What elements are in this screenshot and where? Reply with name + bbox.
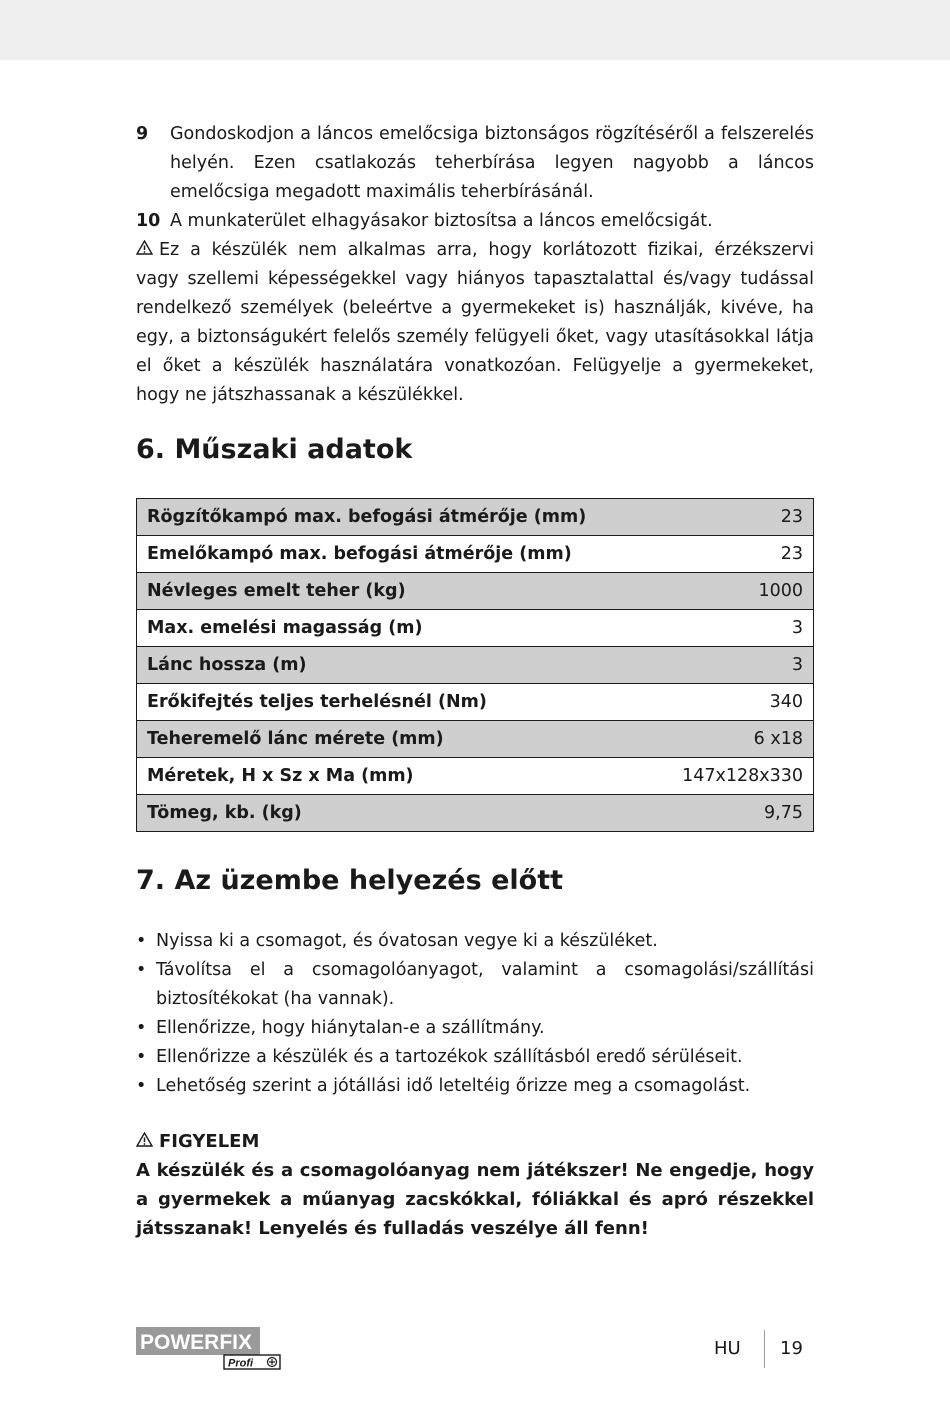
numbered-item-9 [136, 120, 814, 207]
spec-value: 23 [654, 499, 813, 536]
bullet-dot: • [136, 1047, 147, 1067]
table-row [137, 610, 814, 647]
spec-label: Tömeg, kb. (kg) [137, 795, 655, 832]
list-item-text: Lehetőség szerint a jótállási idő leteltéig őrizze meg a csomagolást. [156, 1076, 751, 1096]
spec-value: 23 [654, 536, 813, 573]
item-number: 9 [136, 124, 149, 144]
spec-value: 6 x18 [654, 721, 813, 758]
list-item [136, 1043, 814, 1072]
footer-divider [764, 1330, 765, 1368]
bullet-dot: • [136, 1018, 147, 1038]
spec-label: Lánc hossza (m) [137, 647, 655, 684]
list-item-text: Ellenőrizze, hogy hiánytalan-e a szállítmány. [156, 1018, 545, 1038]
warning-paragraph [136, 236, 814, 410]
attention-text: A készülék és a csomagolóanyag nem játékszer! Ne engedje, hogy a gyermekek a műanyag zacskókkal, fóliákkal és apró részekkel játsszanak! Lenyelés és fulladás veszélye áll fenn! [136, 1160, 814, 1239]
bullet-dot: • [136, 960, 147, 980]
warning-text: Ez a készülék nem alkalmas arra, hogy korlátozott fizikai, érzékszervi vagy szellemi képességekkel vagy hiányos tapasztalattal és/vagy tudással rendelkező személyek (beleértve a gyermekeket is) használják, kivéve, ha egy, a biztonságukért felelős személy felügyeli őket, vagy utasításokkal látja el őket a készülék használatára vonatkozóan. Felügyelje a gyermekeket, hogy ne játszhassanak a készülékkel. [136, 240, 814, 405]
attention-block [136, 1127, 814, 1243]
section-7-title: 7. Az üzembe helyezés előtt [136, 865, 564, 896]
spec-value: 3 [654, 610, 813, 647]
spec-label: Erőkifejtés teljes terhelésnél (Nm) [137, 684, 655, 721]
list-item-text: Távolítsa el a csomagolóanyagot, valamint a csomagolási/szállítási biztosítékokat (ha vannak). [156, 960, 814, 1009]
warning-triangle-icon [136, 1127, 153, 1156]
spec-label: Max. emelési magasság (m) [137, 610, 655, 647]
spec-value: 340 [654, 684, 813, 721]
warning-triangle-icon [136, 236, 153, 265]
table-row [137, 647, 814, 684]
spec-value: 3 [654, 647, 813, 684]
item-number: 10 [136, 211, 161, 231]
spec-value: 147x128x330 [654, 758, 813, 795]
spec-label: Emelőkampó max. befogási átmérője (mm) [137, 536, 655, 573]
section-6-title: 6. Műszaki adatok [136, 434, 413, 465]
spec-value: 9,75 [654, 795, 813, 832]
numbered-item-10 [136, 207, 814, 236]
bullet-dot: • [136, 1076, 147, 1096]
spec-label: Teheremelő lánc mérete (mm) [137, 721, 655, 758]
list-item [136, 1072, 814, 1101]
attention-heading: FIGYELEM [159, 1131, 260, 1152]
table-row [137, 536, 814, 573]
table-row [137, 795, 814, 832]
bullet-list [136, 927, 814, 1101]
table-row [137, 684, 814, 721]
table-row [137, 721, 814, 758]
language-code: HU [714, 1338, 741, 1359]
list-item-text: Nyissa ki a csomagot, és óvatosan vegye ki a készüléket. [156, 931, 658, 951]
list-item [136, 927, 814, 956]
page-number: 19 [780, 1338, 803, 1359]
spec-label: Névleges emelt teher (kg) [137, 573, 655, 610]
spec-label: Méretek, H x Sz x Ma (mm) [137, 758, 655, 795]
item-text: Gondoskodjon a láncos emelőcsiga biztonságos rögzítéséről a felszerelés helyén. Ezen csatlakozás teherbírása legyen nagyobb a láncos emelőcsiga megadott maximális teherbírásánál. [170, 124, 814, 202]
item-text: A munkaterület elhagyásakor biztosítsa a láncos emelőcsigát. [170, 211, 713, 231]
spec-value: 1000 [654, 573, 813, 610]
powerfix-logo [136, 1327, 282, 1371]
list-item [136, 956, 814, 1014]
table-row [137, 573, 814, 610]
logo-sub-text: Profi [228, 1357, 254, 1370]
intro-section [136, 120, 814, 410]
list-item [136, 1014, 814, 1043]
bullet-dot: • [136, 931, 147, 951]
logo-main-text: POWERFIX [140, 1331, 253, 1354]
attention-heading-row [136, 1127, 814, 1156]
table-row [137, 499, 814, 536]
top-bar [0, 0, 950, 60]
spec-label: Rögzítőkampó max. befogási átmérője (mm) [137, 499, 655, 536]
list-item-text: Ellenőrizze a készülék és a tartozékok szállításból eredő sérüléseit. [156, 1047, 743, 1067]
table-row [137, 758, 814, 795]
specs-table [136, 498, 814, 832]
